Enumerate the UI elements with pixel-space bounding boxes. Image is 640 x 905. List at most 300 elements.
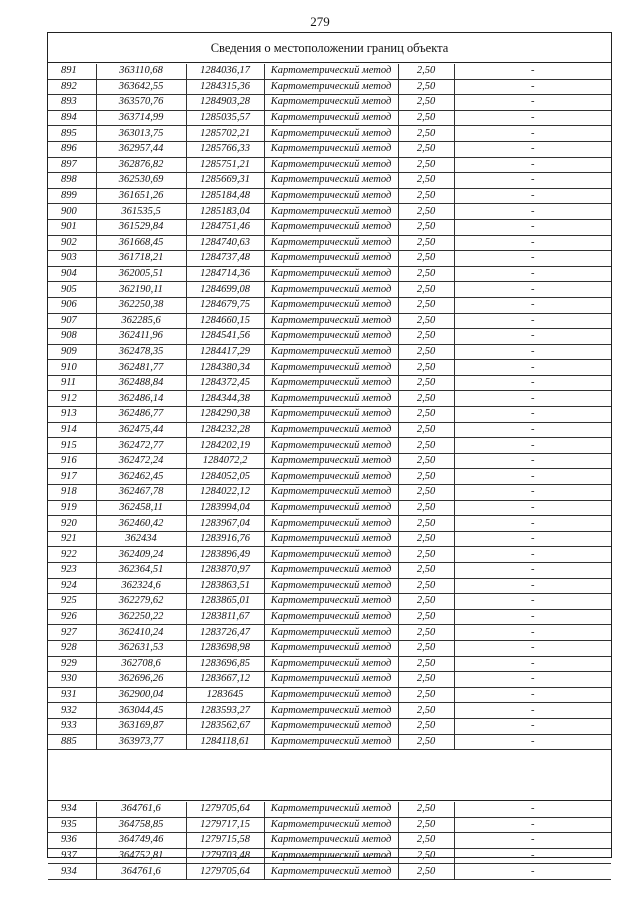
point-number-cell: 930 — [48, 672, 96, 688]
description-cell: - — [454, 609, 611, 625]
x-coordinate-cell: 362410,24 — [96, 625, 186, 641]
description-cell: - — [454, 407, 611, 423]
point-number-cell: 935 — [48, 817, 96, 833]
table-row — [48, 672, 611, 688]
description-cell: - — [454, 594, 611, 610]
description-cell: - — [454, 329, 611, 345]
y-coordinate-cell: 1283870,97 — [186, 563, 264, 579]
x-coordinate-cell: 362631,53 — [96, 640, 186, 656]
point-number-cell: 915 — [48, 438, 96, 454]
point-number-cell: 900 — [48, 204, 96, 220]
table-row — [48, 640, 611, 656]
description-cell: - — [454, 297, 611, 313]
x-coordinate-cell: 362472,24 — [96, 453, 186, 469]
point-number-cell: 905 — [48, 282, 96, 298]
description-cell: - — [454, 656, 611, 672]
point-number-cell: 934 — [48, 802, 96, 817]
accuracy-cell: 2,50 — [398, 718, 454, 734]
accuracy-cell: 2,50 — [398, 531, 454, 547]
table-row — [48, 734, 611, 750]
point-number-cell: 891 — [48, 64, 96, 79]
y-coordinate-cell: 1284036,17 — [186, 64, 264, 79]
point-number-cell: 907 — [48, 313, 96, 329]
description-cell: - — [454, 375, 611, 391]
description-cell: - — [454, 188, 611, 204]
description-cell: - — [454, 516, 611, 532]
table-row — [48, 313, 611, 329]
accuracy-cell: 2,50 — [398, 817, 454, 833]
method-cell: Картометрический метод — [264, 235, 398, 251]
y-coordinate-cell: 1283994,04 — [186, 500, 264, 516]
x-coordinate-cell: 362486,14 — [96, 391, 186, 407]
x-coordinate-cell: 362250,38 — [96, 297, 186, 313]
description-cell: - — [454, 817, 611, 833]
point-number-cell: 896 — [48, 141, 96, 157]
point-number-cell: 912 — [48, 391, 96, 407]
x-coordinate-cell: 363013,75 — [96, 126, 186, 142]
accuracy-cell: 2,50 — [398, 375, 454, 391]
x-coordinate-cell: 362434 — [96, 531, 186, 547]
method-cell: Картометрический метод — [264, 297, 398, 313]
point-number-cell: 934 — [48, 864, 96, 880]
method-cell: Картометрический метод — [264, 640, 398, 656]
table-row — [48, 609, 611, 625]
table-row — [48, 485, 611, 501]
table-row — [48, 297, 611, 313]
description-cell: - — [454, 625, 611, 641]
y-coordinate-cell: 1283698,98 — [186, 640, 264, 656]
description-cell: - — [454, 469, 611, 485]
y-coordinate-cell: 1284052,05 — [186, 469, 264, 485]
point-number-cell: 909 — [48, 344, 96, 360]
table-row — [48, 64, 611, 79]
x-coordinate-cell: 362475,44 — [96, 422, 186, 438]
accuracy-cell: 2,50 — [398, 609, 454, 625]
point-number-cell: 937 — [48, 848, 96, 864]
point-number-cell: 906 — [48, 297, 96, 313]
y-coordinate-cell: 1284380,34 — [186, 360, 264, 376]
description-cell: - — [454, 391, 611, 407]
accuracy-cell: 2,50 — [398, 422, 454, 438]
table-row — [48, 438, 611, 454]
method-cell: Картометрический метод — [264, 687, 398, 703]
y-coordinate-cell: 1283696,85 — [186, 656, 264, 672]
method-cell: Картометрический метод — [264, 734, 398, 750]
y-coordinate-cell: 1284417,29 — [186, 344, 264, 360]
method-cell: Картометрический метод — [264, 329, 398, 345]
x-coordinate-cell: 362876,82 — [96, 157, 186, 173]
point-number-cell: 914 — [48, 422, 96, 438]
table-row — [48, 219, 611, 235]
method-cell: Картометрический метод — [264, 375, 398, 391]
y-coordinate-cell: 1284372,45 — [186, 375, 264, 391]
method-cell: Картометрический метод — [264, 95, 398, 111]
description-cell: - — [454, 672, 611, 688]
table-row — [48, 500, 611, 516]
method-cell: Картометрический метод — [264, 500, 398, 516]
table-title: Сведения о местоположении границ объекта — [48, 33, 611, 63]
description-cell: - — [454, 718, 611, 734]
table-row — [48, 266, 611, 282]
y-coordinate-cell: 1279703,48 — [186, 848, 264, 864]
accuracy-cell: 2,50 — [398, 672, 454, 688]
method-cell: Картометрический метод — [264, 864, 398, 880]
method-cell: Картометрический метод — [264, 110, 398, 126]
description-cell: - — [454, 802, 611, 817]
y-coordinate-cell: 1279717,15 — [186, 817, 264, 833]
y-coordinate-cell: 1284022,12 — [186, 485, 264, 501]
point-number-cell: 894 — [48, 110, 96, 126]
point-number-cell: 931 — [48, 687, 96, 703]
description-cell: - — [454, 563, 611, 579]
method-cell: Картометрический метод — [264, 360, 398, 376]
table-row — [48, 833, 611, 849]
y-coordinate-cell: 1284315,36 — [186, 79, 264, 95]
point-number-cell: 921 — [48, 531, 96, 547]
y-coordinate-cell: 1283896,49 — [186, 547, 264, 563]
point-number-cell: 902 — [48, 235, 96, 251]
table-row — [48, 141, 611, 157]
page-number: 279 — [310, 14, 330, 29]
x-coordinate-cell: 362409,24 — [96, 547, 186, 563]
method-cell: Картометрический метод — [264, 718, 398, 734]
y-coordinate-cell: 1283863,51 — [186, 578, 264, 594]
point-number-cell: 901 — [48, 219, 96, 235]
point-number-cell: 910 — [48, 360, 96, 376]
point-number-cell: 898 — [48, 173, 96, 189]
description-cell: - — [454, 500, 611, 516]
table-row — [48, 547, 611, 563]
description-cell: - — [454, 640, 611, 656]
table-row — [48, 656, 611, 672]
x-coordinate-cell: 362462,45 — [96, 469, 186, 485]
y-coordinate-cell: 1285183,04 — [186, 204, 264, 220]
table-row — [48, 453, 611, 469]
table-row — [48, 422, 611, 438]
point-number-cell: 922 — [48, 547, 96, 563]
accuracy-cell: 2,50 — [398, 360, 454, 376]
y-coordinate-cell: 1284740,63 — [186, 235, 264, 251]
x-coordinate-cell: 362411,96 — [96, 329, 186, 345]
accuracy-cell: 2,50 — [398, 453, 454, 469]
table-row — [48, 251, 611, 267]
accuracy-cell: 2,50 — [398, 656, 454, 672]
accuracy-cell: 2,50 — [398, 438, 454, 454]
y-coordinate-cell: 1284344,38 — [186, 391, 264, 407]
y-coordinate-cell: 1283667,12 — [186, 672, 264, 688]
description-cell: - — [454, 282, 611, 298]
y-coordinate-cell: 1284737,48 — [186, 251, 264, 267]
point-number-cell: 926 — [48, 609, 96, 625]
x-coordinate-cell: 362324,6 — [96, 578, 186, 594]
y-coordinate-cell: 1279705,64 — [186, 802, 264, 817]
point-number-cell: 903 — [48, 251, 96, 267]
method-cell: Картометрический метод — [264, 609, 398, 625]
point-number-cell: 925 — [48, 594, 96, 610]
x-coordinate-cell: 363973,77 — [96, 734, 186, 750]
accuracy-cell: 2,50 — [398, 640, 454, 656]
method-cell: Картометрический метод — [264, 531, 398, 547]
method-cell: Картометрический метод — [264, 516, 398, 532]
table-row — [48, 817, 611, 833]
accuracy-cell: 2,50 — [398, 313, 454, 329]
description-cell: - — [454, 173, 611, 189]
accuracy-cell: 2,50 — [398, 848, 454, 864]
x-coordinate-cell: 362467,78 — [96, 485, 186, 501]
accuracy-cell: 2,50 — [398, 469, 454, 485]
method-cell: Картометрический метод — [264, 422, 398, 438]
point-number-cell: 932 — [48, 703, 96, 719]
description-cell: - — [454, 703, 611, 719]
x-coordinate-cell: 363570,76 — [96, 95, 186, 111]
y-coordinate-cell: 1283645 — [186, 687, 264, 703]
accuracy-cell: 2,50 — [398, 266, 454, 282]
method-cell: Картометрический метод — [264, 407, 398, 423]
point-number-cell: 917 — [48, 469, 96, 485]
description-cell: - — [454, 438, 611, 454]
accuracy-cell: 2,50 — [398, 64, 454, 79]
y-coordinate-cell: 1285751,21 — [186, 157, 264, 173]
y-coordinate-cell: 1283593,27 — [186, 703, 264, 719]
x-coordinate-cell: 362460,42 — [96, 516, 186, 532]
description-cell: - — [454, 485, 611, 501]
description-cell: - — [454, 578, 611, 594]
y-coordinate-cell: 1279715,58 — [186, 833, 264, 849]
accuracy-cell: 2,50 — [398, 141, 454, 157]
method-cell: Картометрический метод — [264, 188, 398, 204]
coordinates-table-second — [48, 802, 611, 880]
y-coordinate-cell: 1284751,46 — [186, 219, 264, 235]
x-coordinate-cell: 362488,84 — [96, 375, 186, 391]
x-coordinate-cell: 364752,81 — [96, 848, 186, 864]
table-row — [48, 802, 611, 817]
table-row — [48, 391, 611, 407]
method-cell: Картометрический метод — [264, 594, 398, 610]
x-coordinate-cell: 362250,22 — [96, 609, 186, 625]
section-gap-row — [48, 785, 611, 801]
accuracy-cell: 2,50 — [398, 547, 454, 563]
accuracy-cell: 2,50 — [398, 687, 454, 703]
table-row — [48, 469, 611, 485]
description-cell: - — [454, 687, 611, 703]
method-cell: Картометрический метод — [264, 157, 398, 173]
description-cell: - — [454, 141, 611, 157]
description-cell: - — [454, 110, 611, 126]
description-cell: - — [454, 251, 611, 267]
description-cell: - — [454, 219, 611, 235]
description-cell: - — [454, 848, 611, 864]
point-number-cell: 895 — [48, 126, 96, 142]
y-coordinate-cell: 1284232,28 — [186, 422, 264, 438]
accuracy-cell: 2,50 — [398, 625, 454, 641]
point-number-cell: 904 — [48, 266, 96, 282]
x-coordinate-cell: 363044,45 — [96, 703, 186, 719]
point-number-cell: 885 — [48, 734, 96, 750]
point-number-cell: 924 — [48, 578, 96, 594]
accuracy-cell: 2,50 — [398, 219, 454, 235]
table-row — [48, 864, 611, 880]
point-number-cell: 911 — [48, 375, 96, 391]
accuracy-cell: 2,50 — [398, 594, 454, 610]
x-coordinate-cell: 362472,77 — [96, 438, 186, 454]
table-row — [48, 110, 611, 126]
y-coordinate-cell: 1283811,67 — [186, 609, 264, 625]
x-coordinate-cell: 362900,04 — [96, 687, 186, 703]
method-cell: Картометрический метод — [264, 703, 398, 719]
description-cell: - — [454, 531, 611, 547]
y-coordinate-cell: 1283967,04 — [186, 516, 264, 532]
table-row — [48, 188, 611, 204]
accuracy-cell: 2,50 — [398, 734, 454, 750]
method-cell: Картометрический метод — [264, 848, 398, 864]
description-cell: - — [454, 126, 611, 142]
table-row — [48, 95, 611, 111]
y-coordinate-cell: 1284714,36 — [186, 266, 264, 282]
accuracy-cell: 2,50 — [398, 500, 454, 516]
y-coordinate-cell: 1284699,08 — [186, 282, 264, 298]
accuracy-cell: 2,50 — [398, 235, 454, 251]
description-cell: - — [454, 422, 611, 438]
y-coordinate-cell: 1279705,64 — [186, 864, 264, 880]
x-coordinate-cell: 362364,51 — [96, 563, 186, 579]
point-number-cell: 897 — [48, 157, 96, 173]
method-cell: Картометрический метод — [264, 266, 398, 282]
accuracy-cell: 2,50 — [398, 864, 454, 880]
method-cell: Картометрический метод — [264, 141, 398, 157]
table-row — [48, 625, 611, 641]
table-row — [48, 578, 611, 594]
method-cell: Картометрический метод — [264, 438, 398, 454]
x-coordinate-cell: 361668,45 — [96, 235, 186, 251]
y-coordinate-cell: 1285702,21 — [186, 126, 264, 142]
x-coordinate-cell: 362279,62 — [96, 594, 186, 610]
y-coordinate-cell: 1285035,57 — [186, 110, 264, 126]
accuracy-cell: 2,50 — [398, 282, 454, 298]
x-coordinate-cell: 364761,6 — [96, 802, 186, 817]
accuracy-cell: 2,50 — [398, 344, 454, 360]
point-number-cell: 918 — [48, 485, 96, 501]
x-coordinate-cell: 362696,26 — [96, 672, 186, 688]
accuracy-cell: 2,50 — [398, 578, 454, 594]
method-cell: Картометрический метод — [264, 469, 398, 485]
method-cell: Картометрический метод — [264, 625, 398, 641]
accuracy-cell: 2,50 — [398, 516, 454, 532]
method-cell: Картометрический метод — [264, 485, 398, 501]
x-coordinate-cell: 363714,99 — [96, 110, 186, 126]
coordinates-table-main — [48, 64, 611, 750]
method-cell: Картометрический метод — [264, 126, 398, 142]
y-coordinate-cell: 1284679,75 — [186, 297, 264, 313]
x-coordinate-cell: 362486,77 — [96, 407, 186, 423]
x-coordinate-cell: 364749,46 — [96, 833, 186, 849]
x-coordinate-cell: 362458,11 — [96, 500, 186, 516]
accuracy-cell: 2,50 — [398, 251, 454, 267]
accuracy-cell: 2,50 — [398, 173, 454, 189]
description-cell: - — [454, 79, 611, 95]
table-row — [48, 718, 611, 734]
x-coordinate-cell: 364758,85 — [96, 817, 186, 833]
method-cell: Картометрический метод — [264, 672, 398, 688]
table-row — [48, 235, 611, 251]
x-coordinate-cell: 363169,87 — [96, 718, 186, 734]
y-coordinate-cell: 1283562,67 — [186, 718, 264, 734]
x-coordinate-cell: 364761,6 — [96, 864, 186, 880]
point-number-cell: 892 — [48, 79, 96, 95]
description-cell: - — [454, 313, 611, 329]
x-coordinate-cell: 362285,6 — [96, 313, 186, 329]
coordinates-table-frame — [47, 32, 612, 877]
x-coordinate-cell: 361651,26 — [96, 188, 186, 204]
table-row — [48, 703, 611, 719]
y-coordinate-cell: 1285766,33 — [186, 141, 264, 157]
method-cell: Картометрический метод — [264, 64, 398, 79]
y-coordinate-cell: 1284118,61 — [186, 734, 264, 750]
table-row — [48, 157, 611, 173]
x-coordinate-cell: 362530,69 — [96, 173, 186, 189]
point-number-cell: 936 — [48, 833, 96, 849]
table-row — [48, 360, 611, 376]
accuracy-cell: 2,50 — [398, 79, 454, 95]
accuracy-cell: 2,50 — [398, 95, 454, 111]
accuracy-cell: 2,50 — [398, 188, 454, 204]
y-coordinate-cell: 1283726,47 — [186, 625, 264, 641]
table-row — [48, 531, 611, 547]
table-row — [48, 516, 611, 532]
method-cell: Картометрический метод — [264, 282, 398, 298]
x-coordinate-cell: 362005,51 — [96, 266, 186, 282]
accuracy-cell: 2,50 — [398, 833, 454, 849]
accuracy-cell: 2,50 — [398, 204, 454, 220]
description-cell: - — [454, 157, 611, 173]
table-row — [48, 563, 611, 579]
accuracy-cell: 2,50 — [398, 126, 454, 142]
description-cell: - — [454, 64, 611, 79]
point-number-cell: 923 — [48, 563, 96, 579]
method-cell: Картометрический метод — [264, 817, 398, 833]
method-cell: Картометрический метод — [264, 453, 398, 469]
table-row — [48, 282, 611, 298]
description-cell: - — [454, 235, 611, 251]
y-coordinate-cell: 1285669,31 — [186, 173, 264, 189]
method-cell: Картометрический метод — [264, 219, 398, 235]
table-row — [48, 204, 611, 220]
table-row — [48, 375, 611, 391]
method-cell: Картометрический метод — [264, 833, 398, 849]
y-coordinate-cell: 1284202,19 — [186, 438, 264, 454]
table-row — [48, 329, 611, 345]
method-cell: Картометрический метод — [264, 313, 398, 329]
accuracy-cell: 2,50 — [398, 485, 454, 501]
table-row — [48, 687, 611, 703]
description-cell: - — [454, 266, 611, 282]
x-coordinate-cell: 362708,6 — [96, 656, 186, 672]
point-number-cell: 920 — [48, 516, 96, 532]
point-number-cell: 933 — [48, 718, 96, 734]
point-number-cell: 893 — [48, 95, 96, 111]
table-row — [48, 126, 611, 142]
method-cell: Картометрический метод — [264, 547, 398, 563]
point-number-cell: 916 — [48, 453, 96, 469]
description-cell: - — [454, 360, 611, 376]
x-coordinate-cell: 362478,35 — [96, 344, 186, 360]
method-cell: Картометрический метод — [264, 79, 398, 95]
x-coordinate-cell: 361718,21 — [96, 251, 186, 267]
point-number-cell: 928 — [48, 640, 96, 656]
y-coordinate-cell: 1284660,15 — [186, 313, 264, 329]
point-number-cell: 913 — [48, 407, 96, 423]
x-coordinate-cell: 363110,68 — [96, 64, 186, 79]
accuracy-cell: 2,50 — [398, 407, 454, 423]
